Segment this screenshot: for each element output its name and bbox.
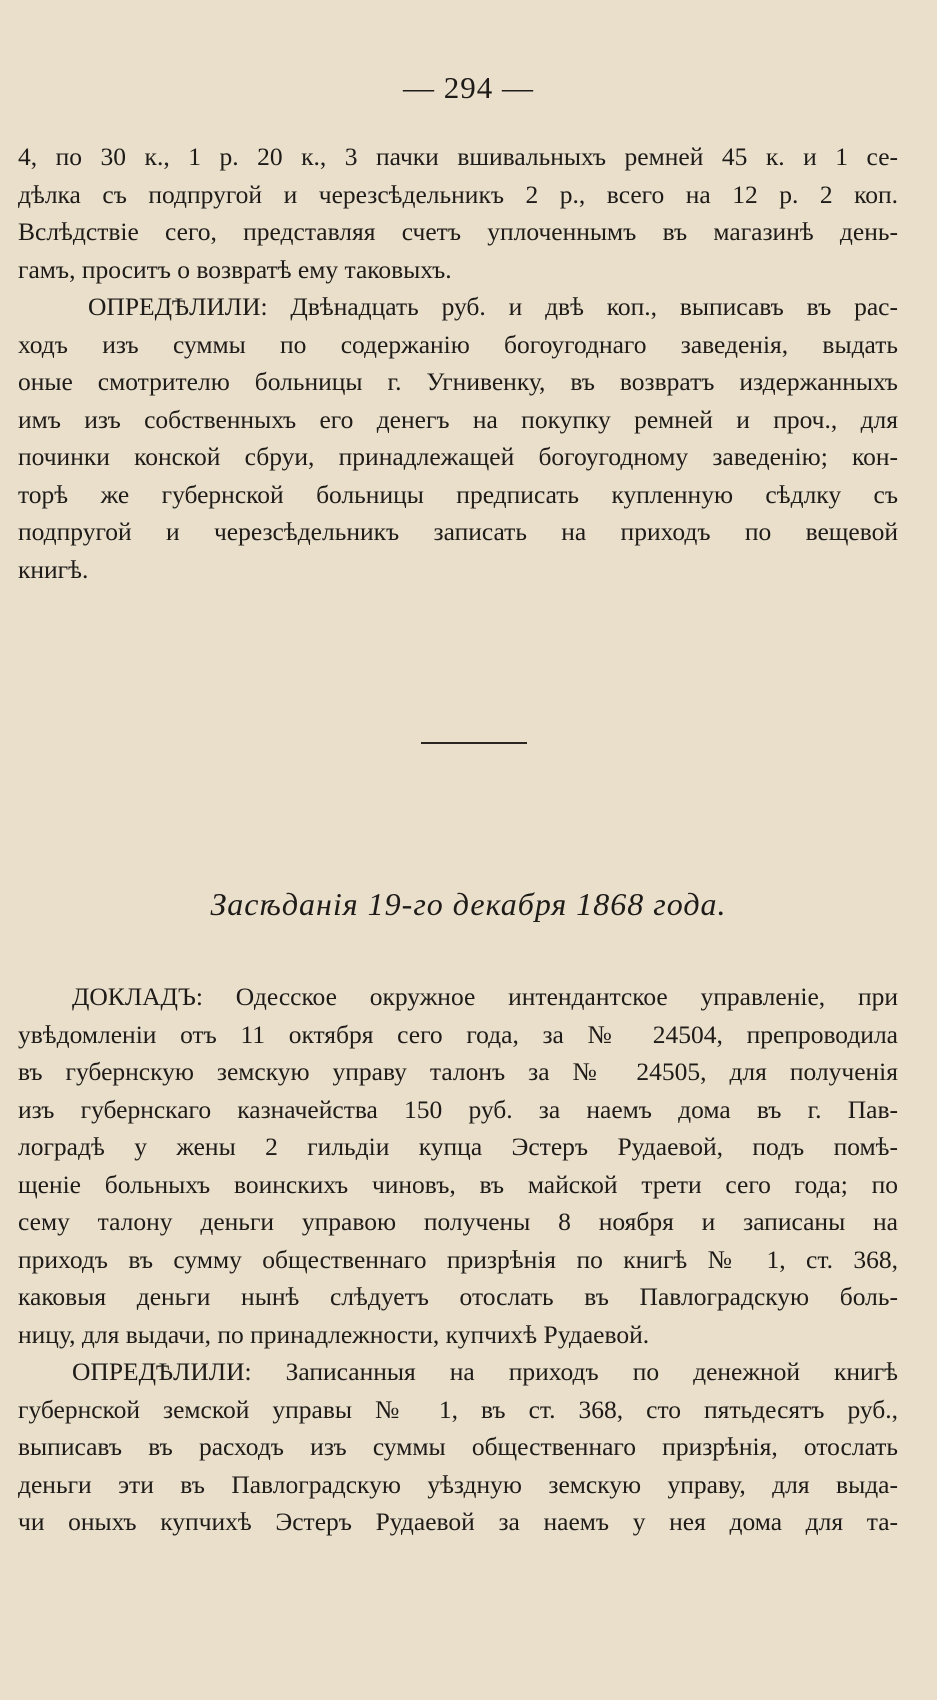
text-line: починки конской сбруи, принадлежащей богоугодному заведенію; кон- (18, 442, 898, 471)
text-line: ДОКЛАДЪ: Одесское окружное интендантское управленіе, при (72, 982, 898, 1011)
text-line: приходъ въ сумму общественнаго призрѣнія по книгѣ № 1, ст. 368, (18, 1244, 898, 1274)
text-line: ницу, для выдачи, по принадлежности, купчихѣ Рудаевой. (18, 1319, 650, 1349)
section-1 (18, 138, 898, 588)
text-line: лоградѣ у жены 2 гильдіи купца Эстеръ Рудаевой, подъ помѣ- (18, 1132, 898, 1161)
text-line: дѣлка съ подпругой и черезсѣдельникъ 2 р., всего на 12 р. 2 коп. (18, 179, 898, 209)
text-line: щеніе больныхъ воинскихъ чиновъ, въ майской трети сего года; по (18, 1169, 898, 1199)
text-line: имъ изъ собственныхъ его денегъ на покупку ремней и проч., для (18, 404, 898, 434)
text-line: Вслѣдствіе сего, представляя счетъ уплоченнымъ въ магазинѣ день- (18, 217, 898, 246)
text-line: изъ губернскаго казначейства 150 руб. за наемъ дома въ г. Пав- (18, 1094, 898, 1124)
text-line: ходъ изъ суммы по содержанію богоугоднаго заведенія, выдать (18, 329, 898, 359)
text-line: оные смотрителю больницы г. Угнивенку, въ возвратъ издержанныхъ (18, 367, 898, 396)
text-line: увѣдомленіи отъ 11 октября сего года, за № 24504, препроводила (18, 1019, 898, 1049)
text-line: губернской земской управы № 1, въ ст. 368, сто пятьдесятъ руб., (18, 1394, 898, 1424)
text-line: сему талону деньги управою получены 8 ноября и записаны на (18, 1207, 898, 1236)
text-line: подпругой и черезсѣдельникъ записать на приходъ по вещевой (18, 517, 898, 546)
page-number: — 294 — (403, 70, 534, 105)
text-line: выписавъ въ расходъ изъ суммы общественнаго призрѣнія, отослать (18, 1432, 898, 1461)
session-heading: Засѣданія 19-го декабря 1868 года. (210, 886, 727, 922)
section-divider (421, 742, 527, 744)
text-line: деньги эти въ Павлоградскую уѣздную земскую управу, для выда- (18, 1469, 898, 1499)
text-line: книгѣ. (18, 554, 89, 584)
text-line: 4, по 30 к., 1 р. 20 к., 3 пачки вшивальныхъ ремней 45 к. и 1 се- (18, 142, 898, 171)
section-2 (18, 978, 898, 1541)
text-line: ОПРЕДѢЛИЛИ: Двѣнадцать руб. и двѣ коп., выписавъ въ рас- (88, 292, 898, 321)
text-line: чи оныхъ купчихѣ Эстеръ Рудаевой за наемъ у нея дома для та- (18, 1507, 898, 1536)
text-line: торѣ же губернской больницы предписать купленную сѣдлку съ (18, 479, 898, 509)
text-line: ОПРЕДѢЛИЛИ: Записанныя на приходъ по денежной книгѣ (72, 1357, 898, 1386)
text-line: въ губернскую земскую управу талонъ за № 24505, для полученія (18, 1057, 898, 1086)
text-line: каковыя деньги нынѣ слѣдуетъ отослать въ Павлоградскую боль- (18, 1282, 898, 1311)
text-line: гамъ, проситъ о возвратѣ ему таковыхъ. (18, 254, 452, 284)
